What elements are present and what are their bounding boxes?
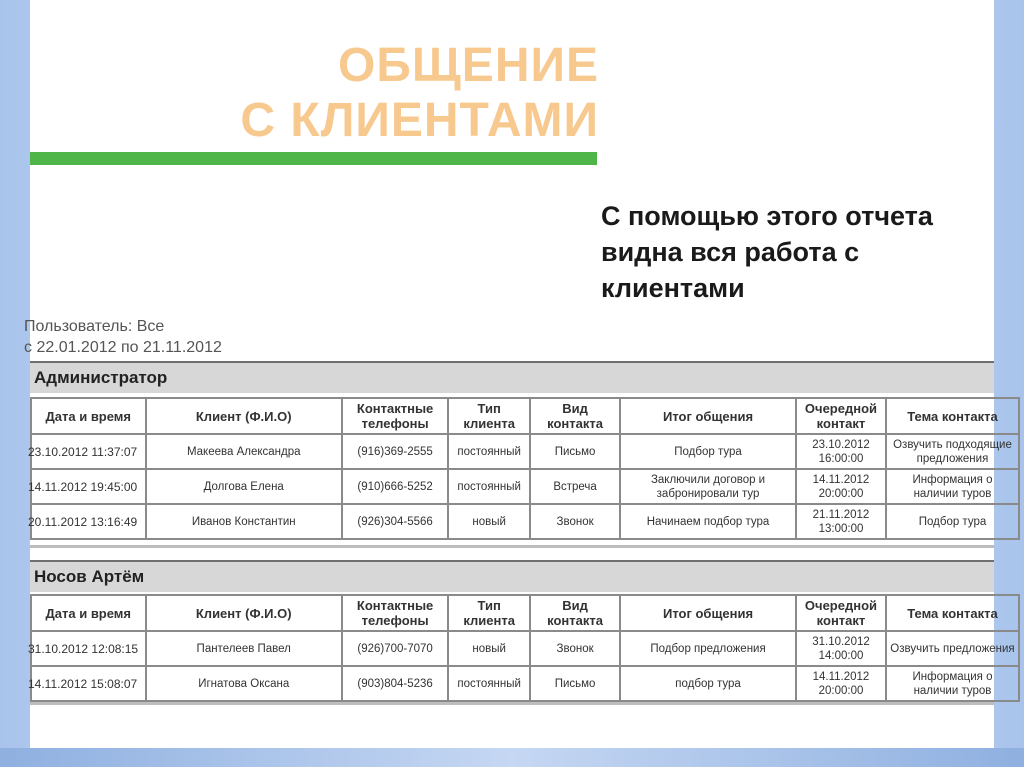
group-header-nosov: Носов Артём [30, 560, 994, 592]
cell-datetime: 14.11.2012 15:08:07 [31, 666, 146, 701]
col-header-result: Итог общения [620, 398, 796, 434]
col-header-client-type: Тип клиента [448, 398, 530, 434]
report-period: с 22.01.2012 по 21.11.2012 [24, 339, 222, 356]
col-header-phones: Контактные телефоны [342, 595, 448, 631]
cell-next-contact: 14.11.2012 20:00:00 [796, 666, 886, 701]
cell-result: Подбор тура [620, 434, 796, 469]
slide [24, 0, 1015, 748]
cell-contact-kind: Встреча [530, 469, 620, 504]
col-header-topic: Тема контакта [886, 595, 1019, 631]
cell-topic: Озвучить предложения [886, 631, 1019, 666]
cell-client: Макеева Александра [146, 434, 342, 469]
cell-contact-kind: Звонок [530, 504, 620, 539]
cell-datetime: 14.11.2012 19:45:00 [31, 469, 146, 504]
col-header-phones: Контактные телефоны [342, 398, 448, 434]
cell-next-contact: 21.11.2012 13:00:00 [796, 504, 886, 539]
cell-contact-kind: Письмо [530, 434, 620, 469]
cell-topic: Озвучить подходящие предложения [886, 434, 1019, 469]
cell-datetime: 23.10.2012 11:37:07 [31, 434, 146, 469]
cell-next-contact: 31.10.2012 14:00:00 [796, 631, 886, 666]
cell-phone: (910)666-5252 [342, 469, 448, 504]
table-header-row [31, 398, 1019, 434]
cell-contact-kind: Письмо [530, 666, 620, 701]
col-header-client: Клиент (Ф.И.О) [146, 398, 342, 434]
cell-contact-kind: Звонок [530, 631, 620, 666]
table-row [31, 504, 1019, 539]
cell-client-type: постоянный [448, 434, 530, 469]
slide-title [240, 38, 599, 148]
cell-result: Начинаем подбор тура [620, 504, 796, 539]
col-header-datetime: Дата и время [31, 595, 146, 631]
slide-title-line2: С КЛИЕНТАМИ [240, 94, 599, 147]
table-header-row [31, 595, 1019, 631]
cell-client: Игнатова Оксана [146, 666, 342, 701]
slide-caption: С помощью этого отчета видна вся работа с клиентами [601, 201, 933, 303]
col-header-contact-kind: Вид контакта [530, 595, 620, 631]
report-meta [24, 316, 222, 358]
table-row [31, 469, 1019, 504]
col-header-next-contact: Очередной контакт [796, 398, 886, 434]
bottom-band [0, 748, 1024, 767]
report-user: Пользователь: Все [24, 318, 165, 335]
cell-client-type: постоянный [448, 469, 530, 504]
cell-phone: (916)369-2555 [342, 434, 448, 469]
cell-topic: Информация о наличии туров [886, 666, 1019, 701]
cell-datetime: 31.10.2012 12:08:15 [31, 631, 146, 666]
cell-datetime: 20.11.2012 13:16:49 [31, 504, 146, 539]
col-header-datetime: Дата и время [31, 398, 146, 434]
cell-phone: (926)304-5566 [342, 504, 448, 539]
slide-title-line1: ОБЩЕНИЕ [338, 39, 599, 92]
col-header-client-type: Тип клиента [448, 595, 530, 631]
cell-topic: Подбор тура [886, 504, 1019, 539]
cell-client: Долгова Елена [146, 469, 342, 504]
cell-phone: (926)700-7070 [342, 631, 448, 666]
table-row [31, 666, 1019, 701]
cell-client-type: новый [448, 631, 530, 666]
cell-next-contact: 14.11.2012 20:00:00 [796, 469, 886, 504]
cell-client: Иванов Константин [146, 504, 342, 539]
table-row [31, 631, 1019, 666]
cell-next-contact: 23.10.2012 16:00:00 [796, 434, 886, 469]
group-separator [30, 545, 994, 548]
report-table-administrator [30, 397, 1020, 540]
cell-client: Пантелеев Павел [146, 631, 342, 666]
col-header-topic: Тема контакта [886, 398, 1019, 434]
title-underline [30, 152, 597, 165]
cell-topic: Информация о наличии туров [886, 469, 1019, 504]
table-bottom-edge [30, 702, 994, 705]
cell-phone: (903)804-5236 [342, 666, 448, 701]
group-header-administrator: Администратор [30, 361, 994, 393]
cell-result: подбор тура [620, 666, 796, 701]
report-table-nosov [30, 594, 1020, 702]
table-row [31, 434, 1019, 469]
col-header-next-contact: Очередной контакт [796, 595, 886, 631]
cell-result: Заключили договор и забронировали тур [620, 469, 796, 504]
cell-client-type: новый [448, 504, 530, 539]
cell-result: Подбор предложения [620, 631, 796, 666]
col-header-contact-kind: Вид контакта [530, 398, 620, 434]
cell-client-type: постоянный [448, 666, 530, 701]
col-header-client: Клиент (Ф.И.О) [146, 595, 342, 631]
col-header-result: Итог общения [620, 595, 796, 631]
